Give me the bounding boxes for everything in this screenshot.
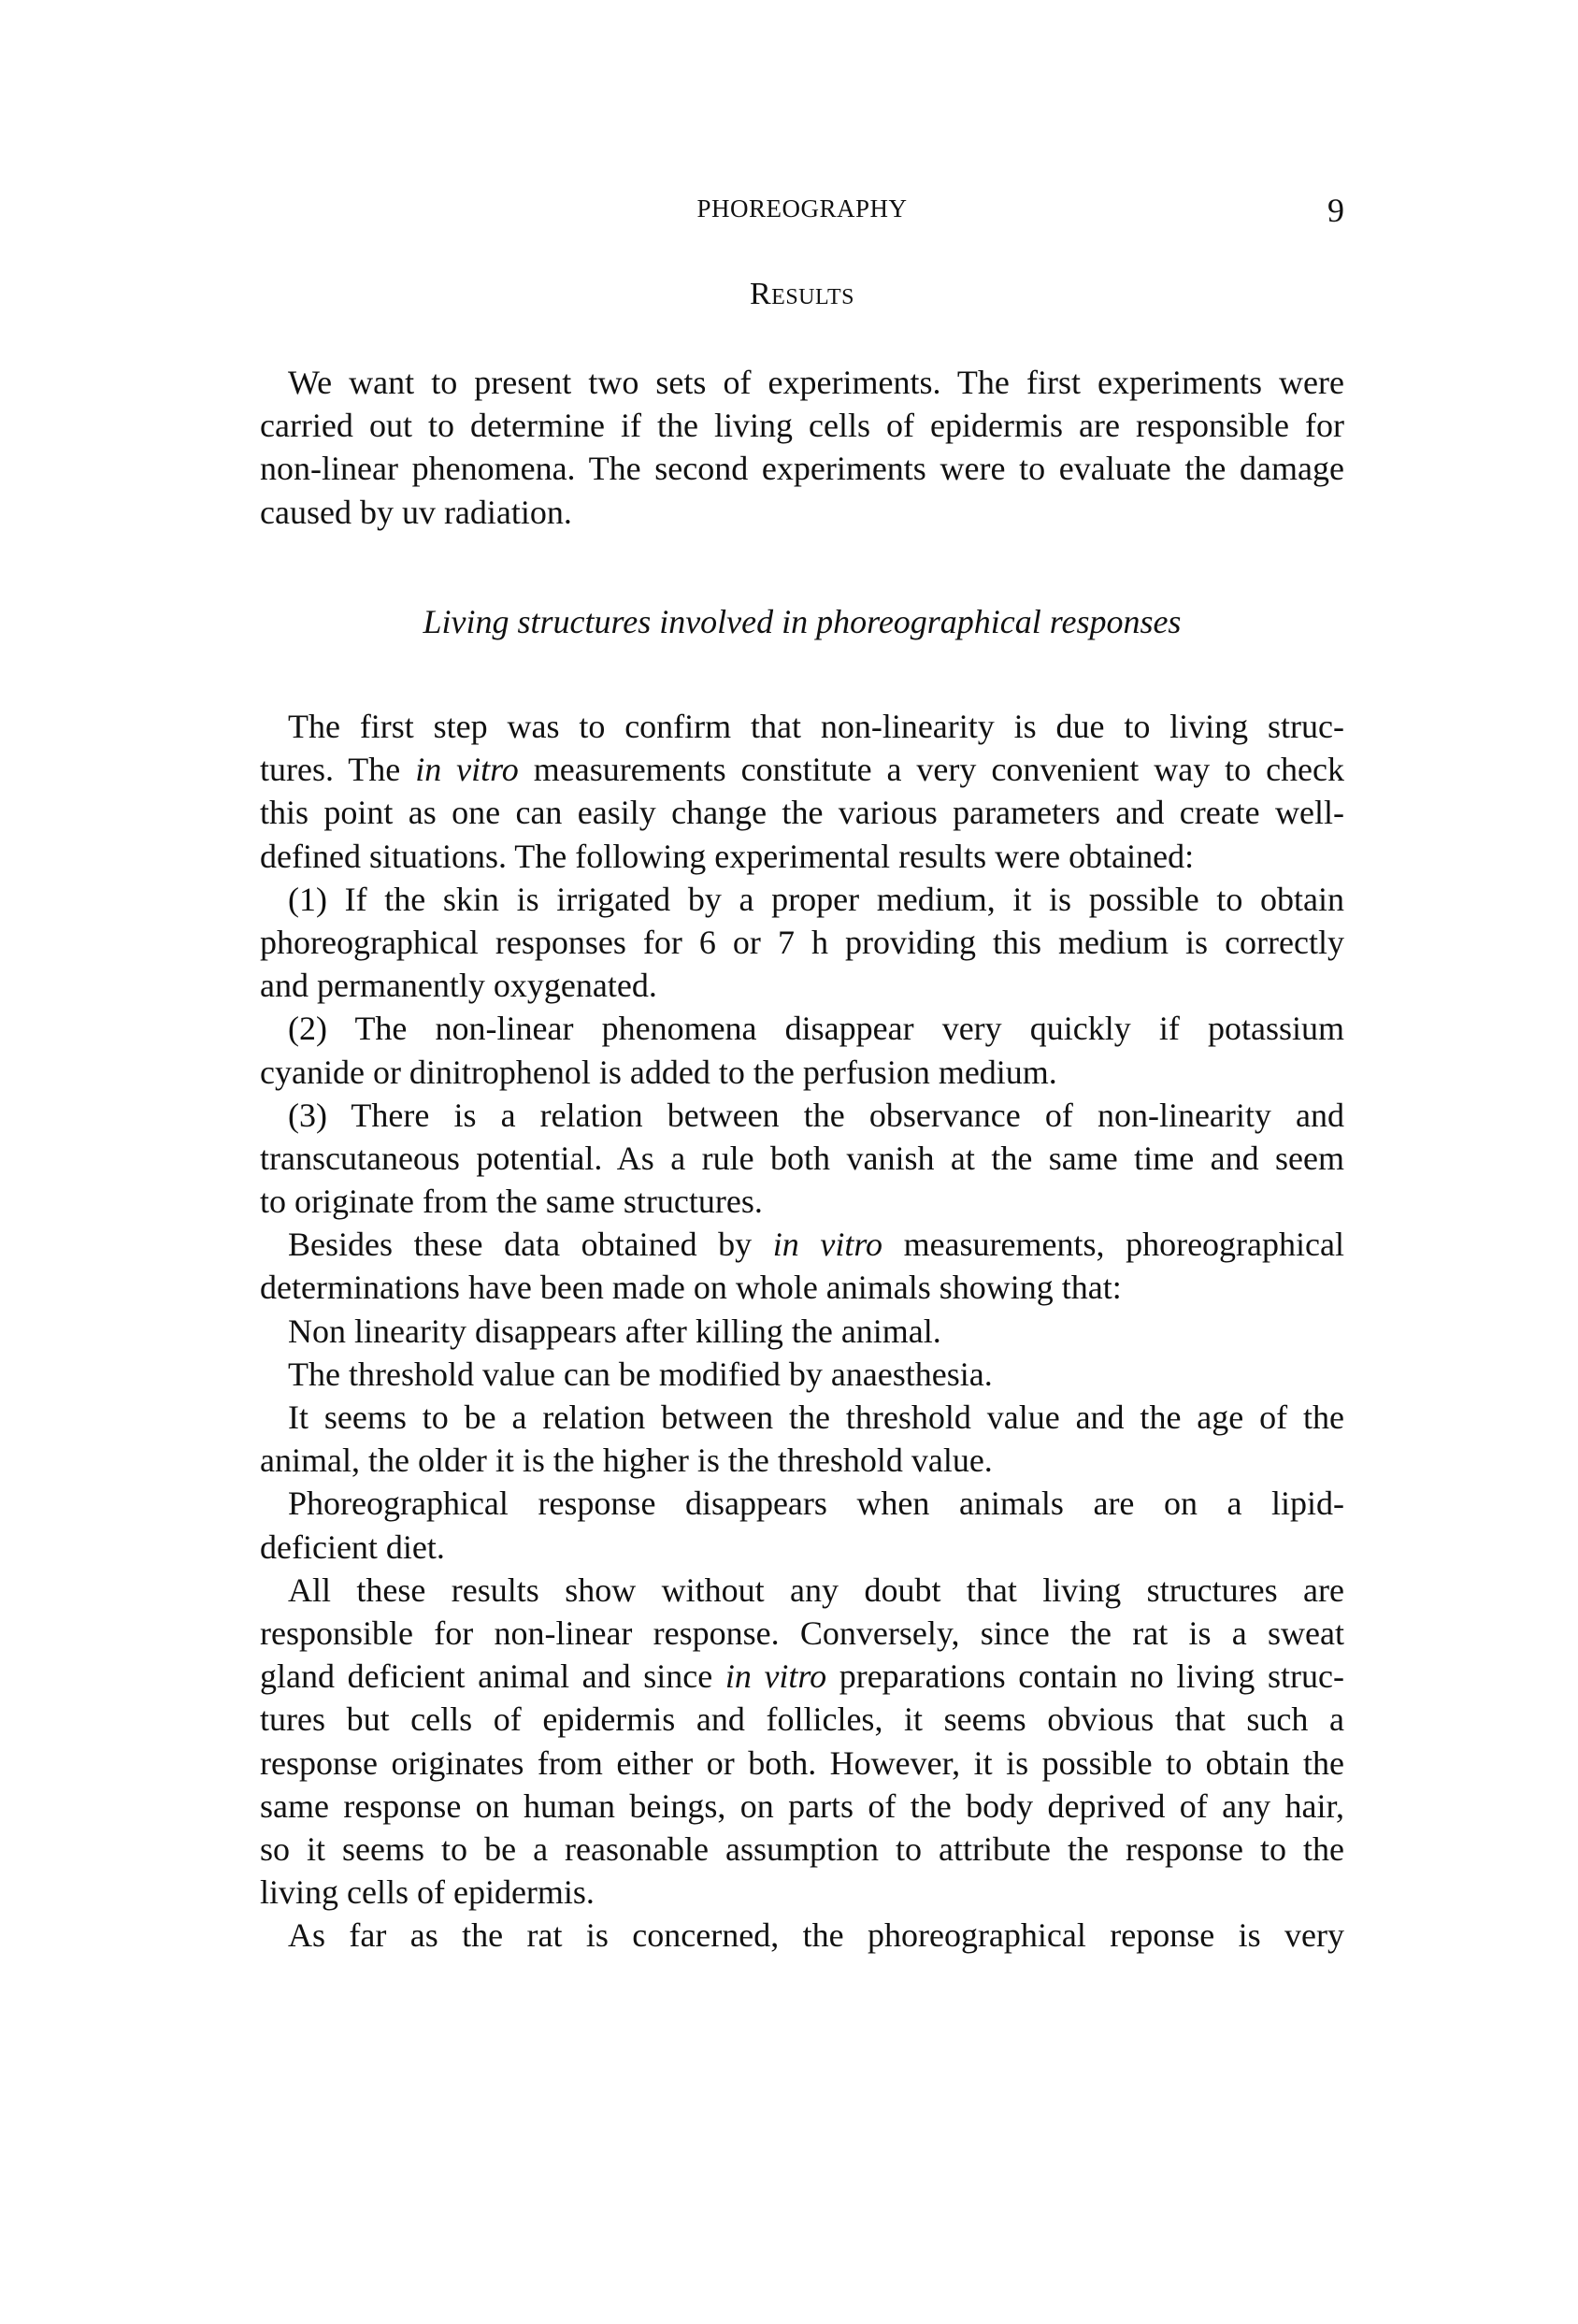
text-segment: non-linear phenomena. The second experiments were to evaluate the damage bbox=[260, 450, 1344, 488]
text-segment: phoreographical responses for 6 or 7 h providing this medium is correctly bbox=[260, 923, 1344, 961]
text-segment: Non linearity disappears after killing the animal. bbox=[288, 1312, 941, 1350]
text-line bbox=[260, 1742, 1344, 1785]
text-line bbox=[260, 361, 1344, 404]
text-line bbox=[260, 1396, 1344, 1439]
text-line bbox=[260, 1785, 1344, 1828]
text-line bbox=[260, 1439, 1344, 1482]
text-line bbox=[260, 1871, 1344, 1914]
text-segment: carried out to determine if the living cells of epidermis are responsible for bbox=[260, 407, 1344, 445]
text-segment: tures. The bbox=[260, 751, 416, 789]
text-segment: All these results show without any doubt that living structures are bbox=[288, 1571, 1344, 1609]
text-segment: It seems to be a relation between the threshold value and the age of the bbox=[288, 1399, 1344, 1436]
text-segment: caused by uv radiation. bbox=[260, 493, 572, 531]
text-segment: gland deficient animal and since bbox=[260, 1657, 725, 1696]
intro-paragraph bbox=[260, 361, 1344, 534]
text-line bbox=[260, 1655, 1344, 1698]
text-line bbox=[260, 404, 1344, 447]
text-line bbox=[260, 748, 1344, 791]
text-segment: to originate from the same structures. bbox=[260, 1183, 763, 1221]
text-segment: determinations have been made on whole animals showing that: bbox=[260, 1269, 1122, 1307]
text-line bbox=[260, 878, 1344, 921]
text-segment: (3) There is a relation between the observance of non-linearity and bbox=[288, 1096, 1344, 1134]
subheading: Living structures involved in phoreographical responses bbox=[423, 603, 1182, 640]
text-segment: deficient diet. bbox=[260, 1528, 445, 1566]
italic-text: in vitro bbox=[415, 751, 519, 789]
text-line bbox=[260, 1137, 1344, 1180]
text-segment: The threshold value can be modified by anaesthesia. bbox=[288, 1355, 993, 1393]
text-segment: this point as one can easily change the various parameters and create well- bbox=[260, 794, 1344, 832]
text-line bbox=[260, 835, 1344, 878]
text-line bbox=[260, 1482, 1344, 1525]
text-segment: (2) The non-linear phenomena disappear very quickly if potassium bbox=[288, 1010, 1344, 1048]
text-segment: We want to present two sets of experiments. The first experiments were bbox=[288, 364, 1344, 401]
text-segment: measurements constitute a very convenient way to check bbox=[518, 751, 1345, 789]
text-line bbox=[260, 1526, 1344, 1569]
text-line bbox=[260, 1266, 1344, 1309]
italic-text: in vitro bbox=[724, 1657, 827, 1696]
text-line bbox=[260, 1094, 1344, 1137]
section-title: Results bbox=[750, 277, 854, 311]
text-line bbox=[260, 1007, 1344, 1050]
text-segment: defined situations. The following experimental results were obtained: bbox=[260, 837, 1195, 875]
text-segment: The first step was to confirm that non-linearity is due to living struc- bbox=[288, 708, 1344, 745]
text-segment: transcutaneous potential. As a rule both vanish at the same time and seem bbox=[260, 1139, 1344, 1177]
italic-text: in vitro bbox=[772, 1226, 882, 1264]
text-line bbox=[260, 1180, 1344, 1223]
text-line bbox=[260, 921, 1344, 964]
text-line bbox=[260, 447, 1344, 490]
page-number: 9 bbox=[1327, 192, 1344, 229]
text-line bbox=[260, 1828, 1344, 1871]
text-segment: cyanide or dinitrophenol is added to the perfusion medium. bbox=[260, 1053, 1057, 1091]
text-line bbox=[260, 1223, 1344, 1266]
text-line bbox=[260, 1612, 1344, 1655]
body-text bbox=[260, 705, 1344, 1957]
text-line bbox=[260, 491, 1344, 534]
text-segment: measurements, phoreographical bbox=[882, 1226, 1344, 1264]
text-line bbox=[260, 1914, 1344, 1957]
text-segment: and permanently oxygenated. bbox=[260, 967, 657, 1005]
running-title: PHOREOGRAPHY bbox=[696, 194, 908, 222]
text-segment: response originates from either or both. However, it is possible to obtain the bbox=[260, 1743, 1344, 1782]
text-segment: animal, the older it is the higher is the threshold value. bbox=[260, 1442, 993, 1480]
text-line bbox=[260, 1569, 1344, 1612]
text-line bbox=[260, 1698, 1344, 1741]
text-segment: Besides these data obtained by bbox=[288, 1226, 773, 1264]
text-segment: tures but cells of epidermis and follicles, it seems obvious that such a bbox=[260, 1700, 1344, 1739]
text-line bbox=[260, 1051, 1344, 1094]
text-line bbox=[260, 964, 1344, 1007]
running-head bbox=[260, 191, 1344, 228]
text-line bbox=[260, 1353, 1344, 1396]
text-line bbox=[260, 705, 1344, 748]
text-segment: living cells of epidermis. bbox=[260, 1873, 595, 1912]
text-segment: Phoreographical response disappears when animals are on a lipid- bbox=[288, 1485, 1344, 1523]
text-segment: preparations contain no living struc- bbox=[826, 1657, 1344, 1696]
text-line bbox=[260, 1310, 1344, 1353]
text-segment: so it seems to be a reasonable assumption to attribute the response to the bbox=[260, 1829, 1344, 1868]
text-segment: responsible for non-linear response. Conversely, since the rat is a sweat bbox=[260, 1614, 1344, 1652]
text-line bbox=[260, 791, 1344, 834]
text-segment: (1) If the skin is irrigated by a proper medium, it is possible to obtain bbox=[288, 880, 1344, 918]
text-segment: same response on human beings, on parts of the body deprived of any hair, bbox=[260, 1786, 1344, 1825]
text-segment: As far as the rat is concerned, the phoreographical reponse is very bbox=[288, 1916, 1344, 1955]
